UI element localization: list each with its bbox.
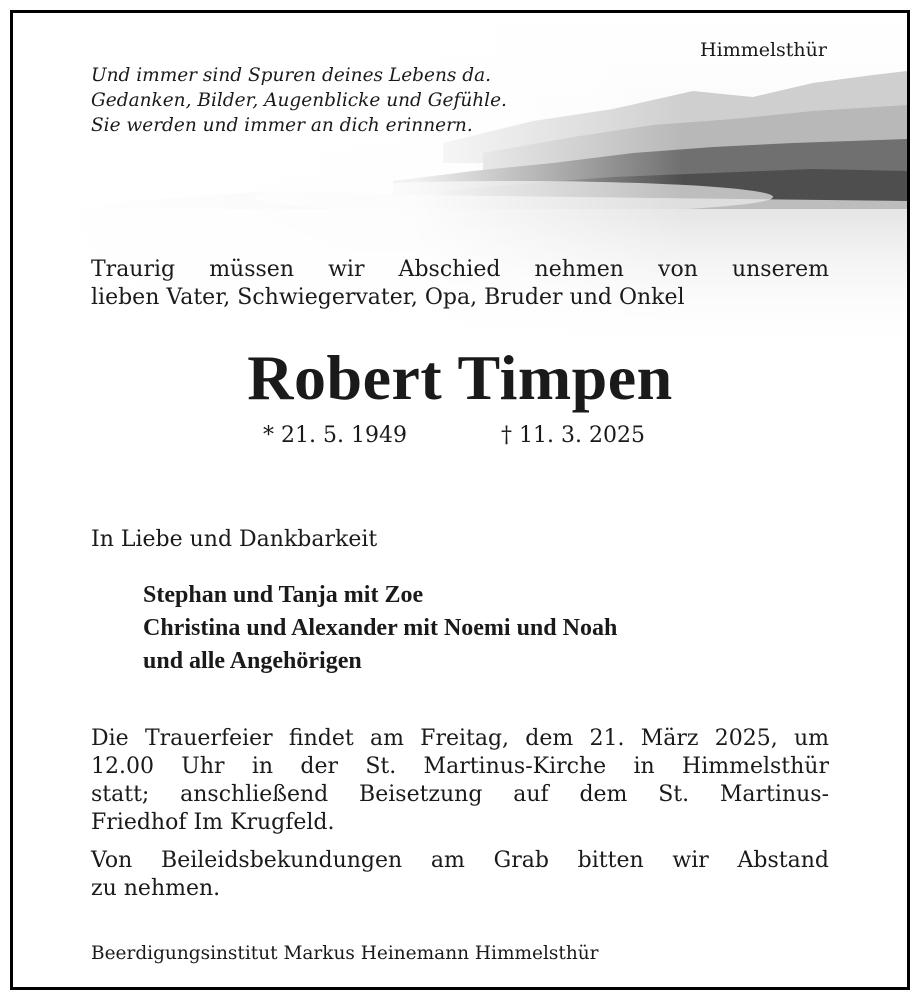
service-line: statt; anschließend Beisetzung auf dem St. Martinus- bbox=[91, 782, 829, 807]
service-information bbox=[91, 725, 829, 913]
intro-line: lieben Vater, Schwiegervater, Opa, Bruder und Onkel bbox=[91, 285, 685, 310]
mourner-line: Christina und Alexander mit Noemi und Noah bbox=[143, 615, 618, 641]
love-line: In Liebe und Dankbarkeit bbox=[91, 527, 378, 552]
mourners-list bbox=[143, 579, 617, 678]
birth-date: * 21. 5. 1949 bbox=[263, 423, 407, 448]
condolence-line: Von Beileidsbekundungen am Grab bitten wir Abstand bbox=[91, 848, 829, 873]
verse-line: Sie werden und immer an dich erinnern. bbox=[91, 115, 473, 136]
mourner-line: und alle Angehörigen bbox=[143, 648, 362, 674]
service-line: 12.00 Uhr in der St. Martinus-Kirche in Himmelsthür bbox=[91, 754, 829, 779]
undertaker-name: Beerdigungsinstitut Markus Heinemann Himmelsthür bbox=[91, 943, 599, 964]
condolence-line: zu nehmen. bbox=[91, 876, 221, 901]
mourner-line: Stephan und Tanja mit Zoe bbox=[143, 582, 424, 608]
service-line: Die Trauerfeier findet am Freitag, dem 21. März 2025, um bbox=[91, 726, 829, 751]
intro-line: Traurig müssen wir Abschied nehmen von unserem bbox=[91, 257, 829, 282]
obituary-frame bbox=[10, 10, 910, 990]
condolence-paragraph bbox=[91, 847, 829, 903]
farewell-intro bbox=[91, 256, 829, 312]
deceased-name: Robert Timpen bbox=[247, 342, 673, 413]
memorial-verse bbox=[91, 63, 651, 138]
verse-line: Und immer sind Spuren deines Lebens da. bbox=[91, 65, 491, 86]
place-name: Himmelsthür bbox=[700, 39, 827, 61]
service-paragraph bbox=[91, 725, 829, 837]
death-date: † 11. 3. 2025 bbox=[501, 423, 645, 448]
service-line: Friedhof Im Krugfeld. bbox=[91, 810, 335, 835]
verse-line: Gedanken, Bilder, Augenblicke und Gefühle. bbox=[91, 90, 507, 111]
